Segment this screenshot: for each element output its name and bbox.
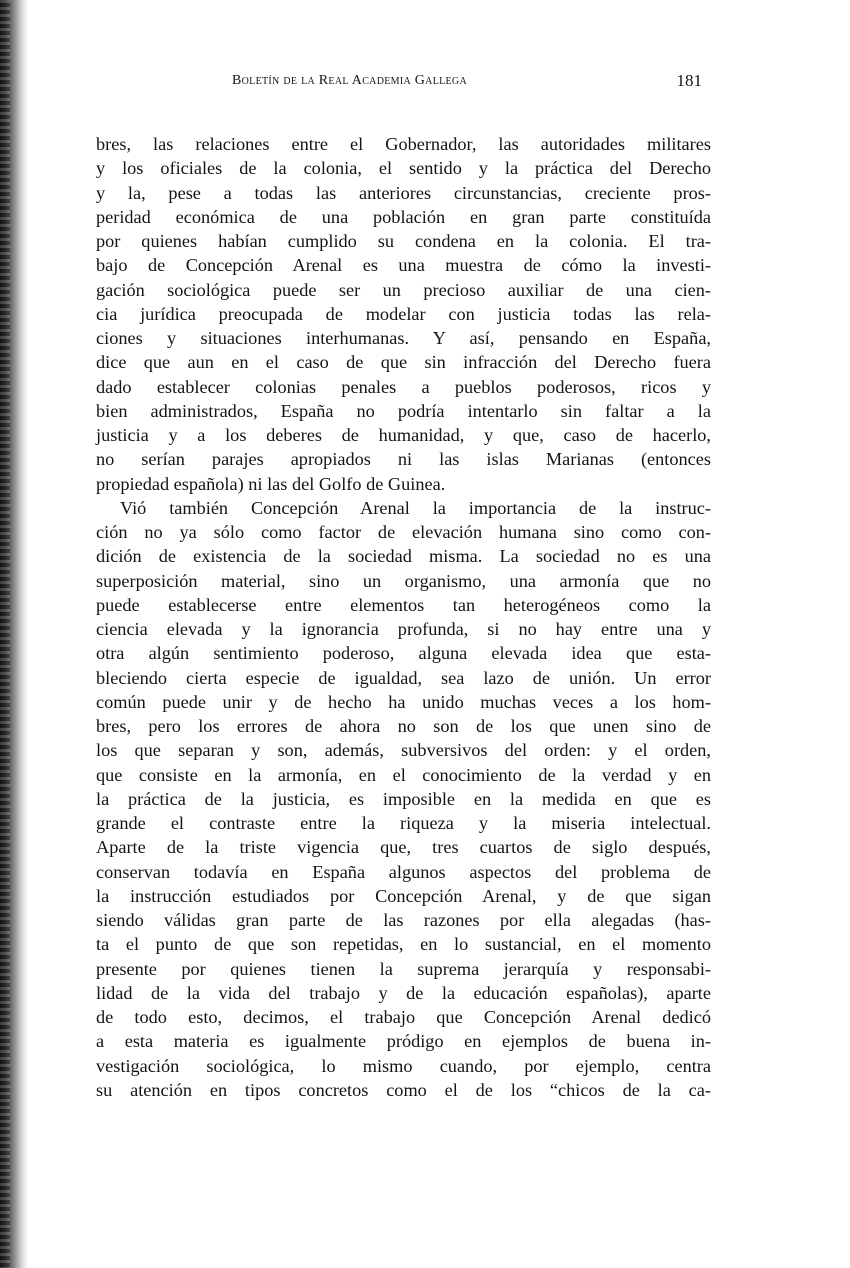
paragraph-1 <box>96 132 711 496</box>
text-line: grande el contraste entre la riqueza y la miseria intelectual. <box>96 813 711 833</box>
text-line: la práctica de la justicia, es imposible en la medida en que es <box>96 788 711 809</box>
text-line: ción no ya sólo como factor de elevación humana sino como con- <box>96 522 711 542</box>
text-line: otra algún sentimiento poderoso, alguna elevada idea que esta- <box>96 643 711 664</box>
text-line: ciencia elevada y la ignorancia profunda, si no hay entre una y <box>96 619 711 639</box>
page-number: 181 <box>676 71 702 90</box>
text-line: cia jurídica preocupada de modelar con justicia todas las rela- <box>96 303 711 324</box>
text-line: presente por quienes tienen la suprema jerarquía y responsabi- <box>96 958 711 979</box>
running-header <box>100 73 712 95</box>
text-line: Aparte de la triste vigencia que, tres cuartos de siglo después, <box>96 837 711 858</box>
text-line: superposición material, sino un organismo, una armonía que no <box>96 570 711 591</box>
text-line: ta el punto de que son repetidas, en lo sustancial, en el momento <box>96 934 711 955</box>
text-line: de todo esto, decimos, el trabajo que Concepción Arenal dedicó <box>96 1007 711 1027</box>
body-text <box>96 132 711 1102</box>
text-line: a esta materia es igualmente pródigo en ejemplos de buena in- <box>96 1031 711 1052</box>
text-line: que consiste en la armonía, en el conocimiento de la verdad y en <box>96 764 711 785</box>
text-line: ciones y situaciones interhumanas. Y así, pensando en España, <box>96 328 711 348</box>
text-line: no serían parajes apropiados ni las islas Marianas (entonces <box>96 449 711 470</box>
text-line: vestigación sociológica, lo mismo cuando, por ejemplo, centra <box>96 1055 711 1076</box>
text-line: propiedad española) ni las del Golfo de Guinea. <box>96 473 446 494</box>
text-line: bleciendo cierta especie de igualdad, sea lazo de unión. Un error <box>96 667 711 688</box>
text-line: y la, pese a todas las anteriores circunstancias, creciente pros- <box>96 182 711 203</box>
text-line: la instrucción estudiados por Concepción Arenal, y de que sigan <box>96 885 711 906</box>
text-line: los que separan y son, además, subversivos del orden: y el orden, <box>96 740 711 761</box>
text-line: justicia y a los deberes de humanidad, y que, caso de hacerlo, <box>96 425 711 445</box>
text-line: bien administrados, España no podría intentarlo sin faltar a la <box>96 400 711 421</box>
text-line: su atención en tipos concretos como el de los “chicos de la ca- <box>96 1079 711 1100</box>
text-line: dice que aun en el caso de que sin infracción del Derecho fuera <box>96 352 711 373</box>
running-title: Boletín de la Real Academia Gallega <box>232 73 467 88</box>
text-line: peridad económica de una población en gran parte constituída <box>96 206 711 227</box>
text-line: Vió también Concepción Arenal la importancia de la instruc- <box>120 497 711 518</box>
text-line: conservan todavía en España algunos aspectos del problema de <box>96 861 711 882</box>
text-line: bres, las relaciones entre el Gobernador, las autoridades militares <box>96 134 711 154</box>
text-line: por quienes habían cumplido su condena en la colonia. El tra- <box>96 231 711 251</box>
text-line: dición de existencia de la sociedad misma. La sociedad no es una <box>96 546 711 567</box>
book-gutter-shadow <box>0 0 28 1268</box>
paragraph-2 <box>96 496 711 1102</box>
text-line: siendo válidas gran parte de las razones por ella alegadas (has- <box>96 910 711 930</box>
text-line: bajo de Concepción Arenal es una muestra de cómo la investi- <box>96 255 711 276</box>
text-line: y los oficiales de la colonia, el sentido y la práctica del Derecho <box>96 158 711 179</box>
text-line: dado establecer colonias penales a pueblos poderosos, ricos y <box>96 376 711 397</box>
text-line: gación sociológica puede ser un precioso auxiliar de una cien- <box>96 279 711 300</box>
text-line: común puede unir y de hecho ha unido muchas veces a los hom- <box>96 691 711 712</box>
text-line: lidad de la vida del trabajo y de la educación españolas), aparte <box>96 982 711 1003</box>
text-line: puede establecerse entre elementos tan heterogéneos como la <box>96 594 711 615</box>
text-line: bres, pero los errores de ahora no son de los que unen sino de <box>96 716 711 736</box>
